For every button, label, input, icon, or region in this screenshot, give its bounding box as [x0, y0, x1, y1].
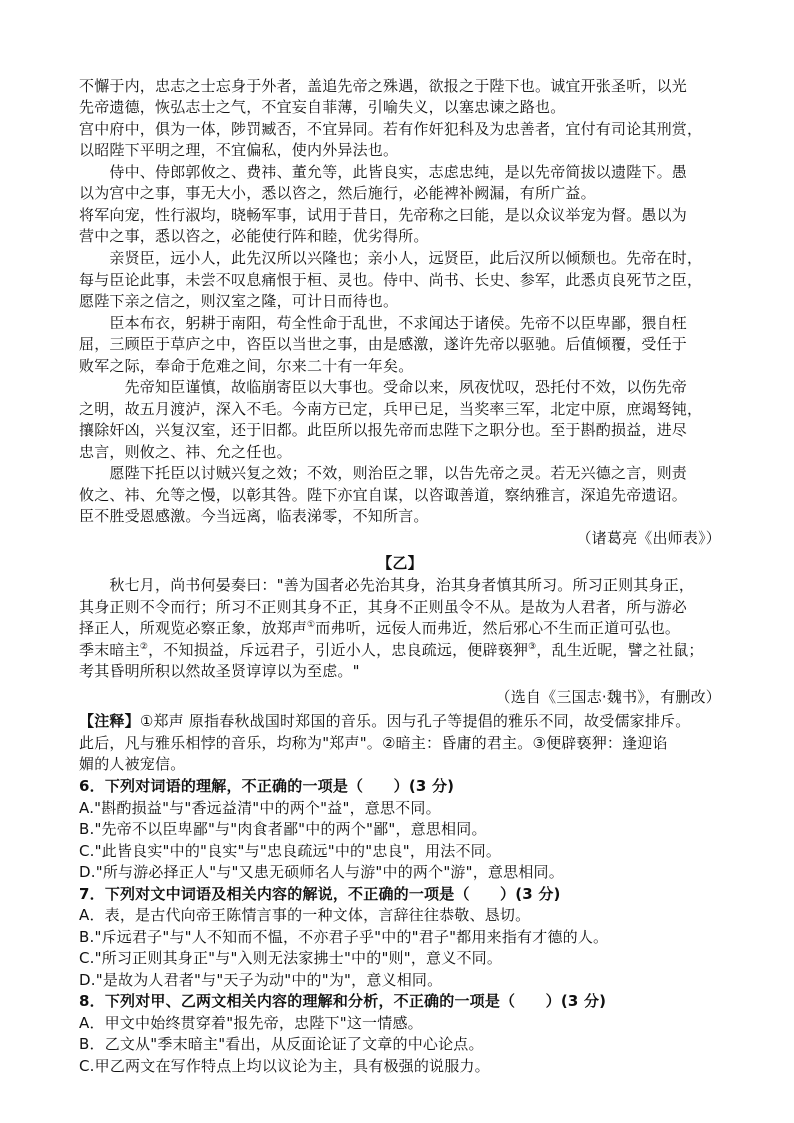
option-d[interactable]: D."是故为人君者"与"天子为动"中的"为"，意义相同。 — [79, 971, 443, 989]
passage-b-source: （选自《三国志·魏书》，有删改） — [495, 688, 721, 706]
passage-a-line: 忠言，则攸之、祎、允之任也。 — [79, 443, 292, 461]
passage-b-heading: 【乙】 — [377, 554, 423, 572]
question-stem: 7．下列对文中词语及相关内容的解说，不正确的一项是（ ）(3 分) — [79, 885, 561, 903]
option-c[interactable]: C."此皆良实"中的"良实"与"忠良疏远"中的"忠良"，用法不同。 — [79, 842, 502, 860]
option-c[interactable]: C."所习正则其身正"与"入则无法家拂士"中的"则"，意义不同。 — [79, 949, 503, 967]
passage-a-line: 每与臣论此事，未尝不叹息痛恨于桓、灵也。侍中、尚书、长史、参军，此悉贞良死节之臣， — [79, 271, 703, 289]
option-b[interactable]: B."斥远君子"与"人不知而不愠，不亦君子乎"中的"君子"都用来指有才德的人。 — [79, 928, 609, 946]
passage-b-line: 其身正则不令而行；所习不正则其身不正，其身不正则虽令不从。是故为人君者，所与游必 — [79, 598, 688, 616]
option-b[interactable]: B．乙文从"季末暗主"看出，从反面论证了文章的中心论点。 — [79, 1035, 484, 1053]
notes-line: 此后，凡与雅乐相悖的音乐，均称为"郑声"。②暗主：昏庸的君主。③便辟亵狎：逢迎谄 — [79, 734, 668, 752]
notes-line: 媚的人被宠信。 — [79, 755, 186, 773]
option-d[interactable]: D."所与游必择正人"与"又患无硕师名人与游"中的两个"游"，意思相同。 — [79, 863, 564, 881]
passage-b-text: 而弗听，远佞人而弗近，然后邪心不生而正道可弘也。 — [315, 619, 681, 637]
passage-a-line: 侍中、侍郎郭攸之、费祎、董允等，此皆良实，志虑忠纯，是以先帝简拔以遗陛下。愚 — [79, 163, 688, 181]
option-b[interactable]: B."先帝不以臣卑鄙"与"肉食者鄙"中的两个"鄙"，意思相同。 — [79, 820, 487, 838]
passage-a-line: 宫中府中，俱为一体，陟罚臧否，不宜异同。若有作奸犯科及为忠善者，宜付有司论其刑赏， — [79, 120, 703, 138]
passage-a-line: 攸之、祎、允等之慢，以彰其咎。陛下亦宜自谋，以咨诹善道，察纳雅言，深追先帝遗诏。 — [79, 486, 688, 504]
option-a[interactable]: A."斟酌损益"与"香远益清"中的两个"益"，意思不同。 — [79, 799, 441, 817]
passage-a-line: 臣不胜受恩感激。今当远离，临表涕零，不知所言。 — [79, 507, 429, 525]
option-a[interactable]: A．表，是古代向帝王陈情言事的一种文体，言辞往往恭敬、恳切。 — [79, 906, 531, 924]
passage-a-line: 愿陛下亲之信之，则汉室之隆，可计日而待也。 — [79, 292, 399, 310]
option-c[interactable]: C.甲乙两文在写作特点上均以议论为主，具有极强的说服力。 — [79, 1057, 490, 1075]
passage-a-line: 亲贤臣，远小人，此先汉所以兴隆也；亲小人，远贤臣，此后汉所以倾颓也。先帝在时， — [79, 249, 703, 267]
footnote-marker: ② — [139, 642, 149, 652]
passage-a-line: 屈，三顾臣于草庐之中，咨臣以当世之事，由是感激，遂许先帝以驱驰。后值倾覆，受任于 — [79, 335, 688, 353]
passage-a-source: （诸葛亮《出师表》） — [576, 529, 721, 547]
notes-line — [79, 711, 721, 731]
notes-label: 【注释】 — [79, 712, 140, 730]
passage-a-line: 以昭陛下平明之理，不宜偏私，使内外异法也。 — [79, 141, 399, 159]
passage-b-text: ，不知损益，斥远君子，引近小人，忠良疏远，便辟亵狎 — [148, 641, 529, 659]
passage-a-line: 败军之际，奉命于危难之间，尔来二十有一年矣。 — [79, 357, 414, 375]
passage-a-line: 愿陛下托臣以讨贼兴复之效；不效，则治臣之罪，以告先帝之灵。若无兴德之言，则责 — [79, 464, 688, 482]
passage-b-text: 择正人，所观览必察正象，放郑声 — [79, 619, 308, 637]
passage-a-line: 将军向宠，性行淑均，晓畅军事，试用于昔日，先帝称之曰能，是以众议举宠为督。愚以为 — [79, 206, 688, 224]
passage-a-line: 先帝遗德，恢弘志士之气，不宜妄自菲薄，引喻失义，以塞忠谏之路也。 — [79, 98, 566, 116]
passage-b-line: 秋七月，尚书何晏奏曰："善为国者必先治其身，治其身者慎其所习。所习正则其身正， — [79, 576, 695, 594]
passage-a-line: 不懈于内，忠志之士忘身于外者，盖追先帝之殊遇，欲报之于陛下也。诚宜开张圣听，以光 — [79, 77, 688, 95]
question-stem: 8．下列对甲、乙两文相关内容的理解和分析，不正确的一项是（ ）(3 分) — [79, 992, 607, 1010]
footnote-marker: ① — [307, 620, 316, 630]
passage-b-line: 考其昏明所积以然故圣贤谆谆以为至虑。" — [79, 662, 360, 680]
passage-a-line: 之明，故五月渡泸，深入不毛。今南方已定，兵甲已足，当奖率三军，北定中原，庶竭驽钝， — [79, 400, 703, 418]
notes-text: 郑声 原指春秋战国时郑国的音乐。因与孔子等提倡的雅乐不同，故受儒家排斥。 — [153, 712, 691, 730]
notes-mark: ① — [139, 712, 154, 730]
passage-a-line: 臣本布衣，躬耕于南阳，苟全性命于乱世，不求闻达于诸侯。先帝不以臣卑鄙，猥自枉 — [79, 314, 688, 332]
passage-b-line — [79, 640, 721, 660]
footnote-marker: ③ — [528, 642, 537, 652]
passage-a-line: 以为宫中之事，事无大小，悉以咨之，然后施行，必能裨补阙漏，有所广益。 — [79, 184, 596, 202]
option-a[interactable]: A．甲文中始终贯穿着"报先帝，忠陛下"这一情感。 — [79, 1014, 423, 1032]
passage-a-line: 营中之事，悉以咨之，必能使行阵和睦，优劣得所。 — [79, 227, 429, 245]
question-stem: 6．下列对词语的理解，不正确的一项是（ ）(3 分) — [79, 777, 455, 795]
passage-b-text: ，乱生近昵，譬之社鼠； — [536, 641, 704, 659]
passage-a-line: 先帝知臣谨慎，故临崩寄臣以大事也。受命以来，夙夜忧叹，恐托付不效，以伤先帝 — [79, 378, 688, 396]
passage-a-line: 攘除奸凶，兴复汉室，还于旧都。此臣所以报先帝而忠陛下之职分也。至于斟酌损益，进尽 — [79, 421, 688, 439]
passage-b-line — [79, 618, 721, 638]
passage-b-text: 季末暗主 — [79, 641, 140, 659]
